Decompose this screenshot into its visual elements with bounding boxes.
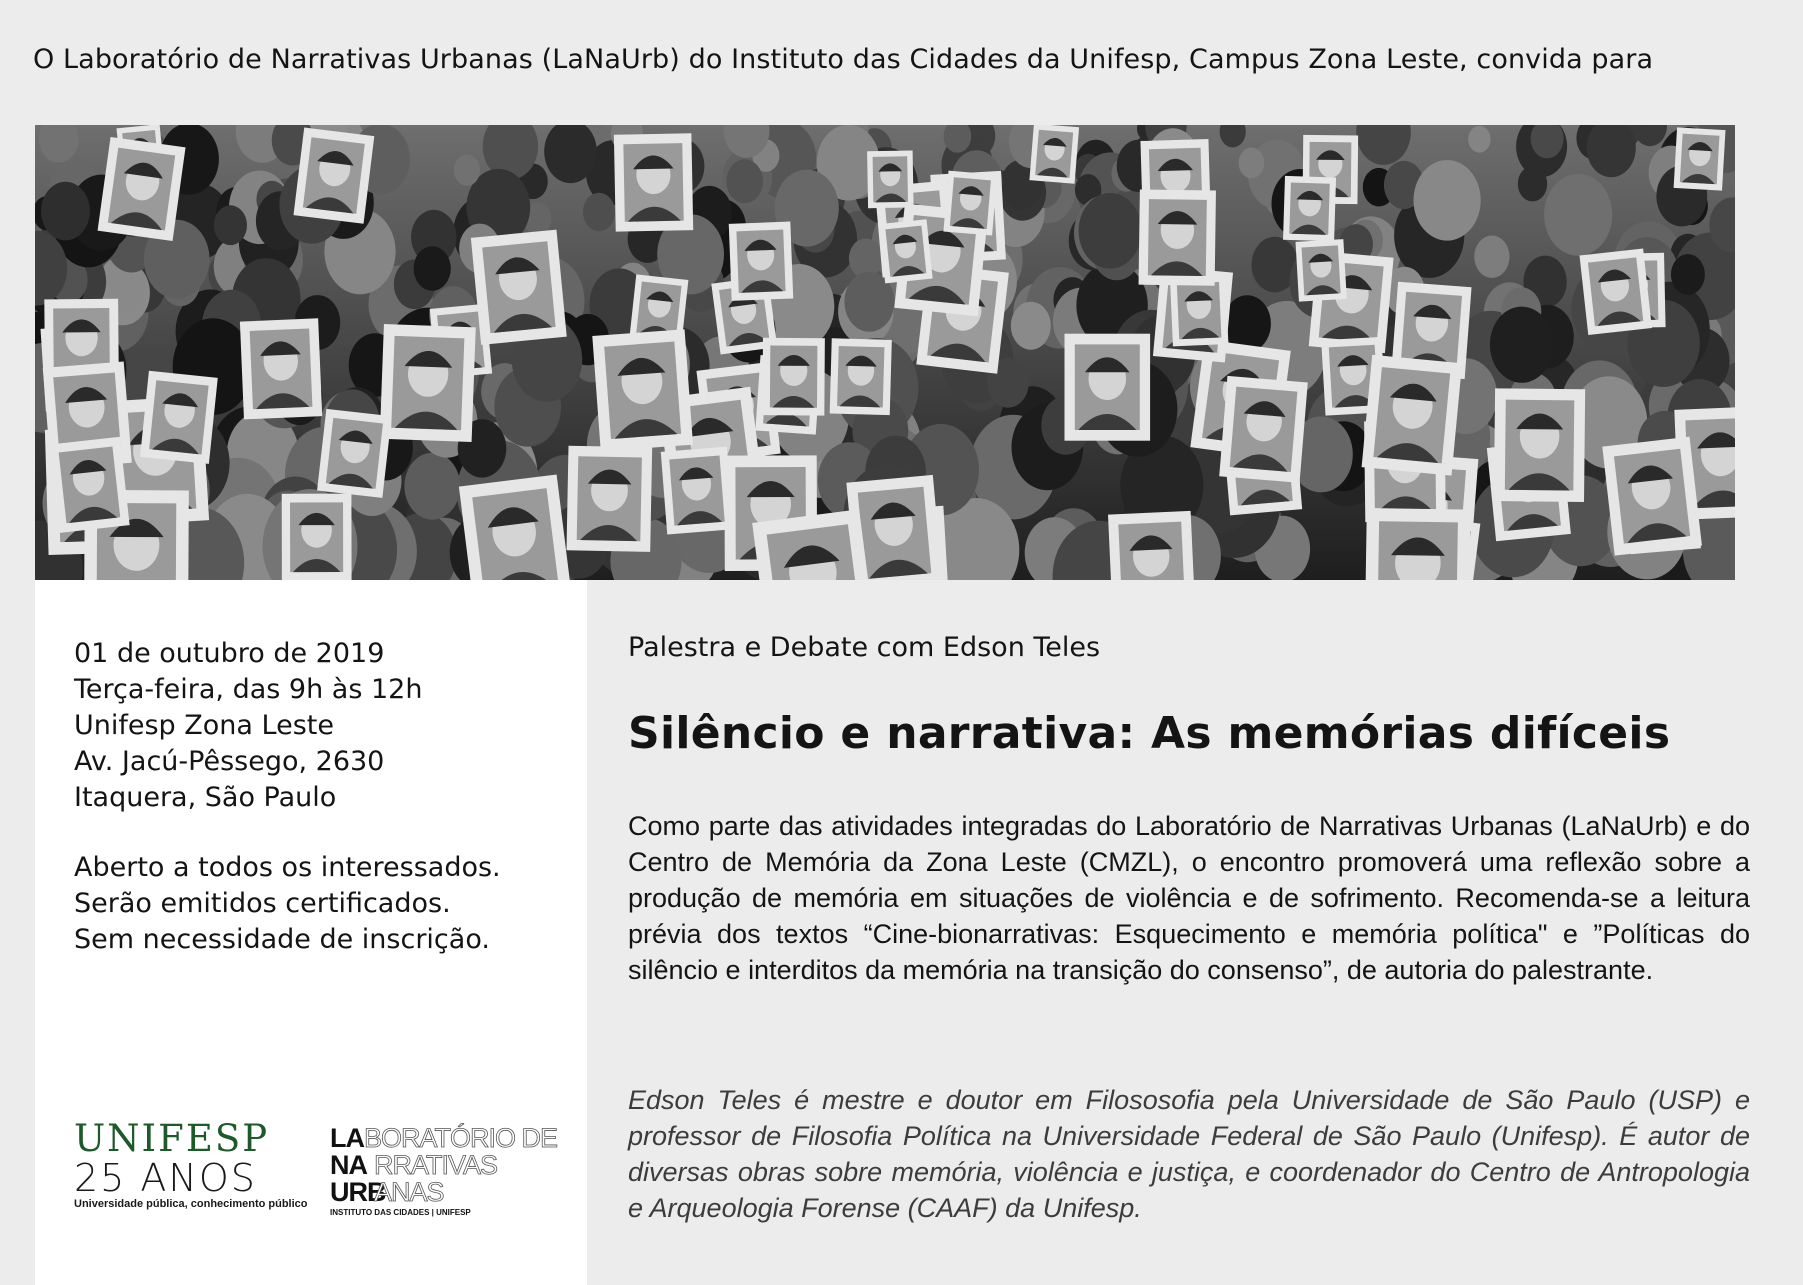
talk-title: Silêncio e narrativa: As memórias difíceis [628, 708, 1671, 759]
unifesp-25-anos-logo [74, 1117, 308, 1210]
talk-type: Palestra e Debate com Edson Teles [628, 632, 1101, 663]
note-open: Aberto a todos os interessados. [74, 852, 501, 883]
event-address: Av. Jacú-Pêssego, 2630 [74, 746, 385, 777]
event-time: Terça-feira, das 9h às 12h [74, 674, 423, 705]
event-details [74, 636, 422, 816]
event-city: Itaquera, São Paulo [74, 782, 337, 813]
unifesp-wordmark: UNIFESP [74, 1117, 270, 1160]
event-info-panel [35, 580, 587, 1285]
lanaurb-row: LA BORATÓRIO DE [330, 1123, 558, 1153]
lanaurb-logo [330, 1123, 558, 1217]
event-date: 01 de outubro de 2019 [74, 638, 385, 669]
intro-text: O Laboratório de Narrativas Urbanas (LaNaUrb) do Instituto das Cidades da Unifesp, Campus Zona Leste, convida para [33, 44, 1654, 75]
talk-description: Como parte das atividades integradas do Laboratório de Narrativas Urbanas (LaNaUrb) e do Centro de Memória da Zona Leste (CMZL), o encontro promoverá uma reflexão sobre a produção de memória em situações de violência e de sofrimento. Recomenda-se a leitura prévia dos textos “Cine-bionarrativas: Esquecimento e memória política" e ”Políticas do silêncio e interditos da memória na transição do consenso”, de autoria do palestrante. [628, 811, 1750, 985]
speaker-bio: Edson Teles é mestre e doutor em Filososofia pela Universidade de São Paulo (USP) e professor de Filosofia Política na Universidade Federal de São Paulo (Unifesp). É autor de diversas obras sobre memória, violência e justiça, e coordenador do Centro de Antropologia e Arqueologia Forense (CAAF) da Unifesp. [628, 1085, 1750, 1223]
lanaurb-row: NA RRATIVAS [330, 1150, 498, 1180]
unifesp-years: 25 ANOS [74, 1156, 257, 1200]
lanaurb-row: URB ANAS [330, 1177, 444, 1207]
protest-photo [35, 125, 1735, 580]
lanaurb-tagline: INSTITUTO DAS CIDADES | UNIFESP [330, 1208, 471, 1217]
event-venue: Unifesp Zona Leste [74, 710, 334, 741]
crowd-holding-portraits-image [35, 125, 1735, 580]
note-certificates: Serão emitidos certificados. [74, 888, 451, 919]
note-registration: Sem necessidade de inscrição. [74, 924, 490, 955]
unifesp-tagline: Universidade pública, conhecimento público [74, 1198, 308, 1210]
event-notes [74, 850, 501, 958]
